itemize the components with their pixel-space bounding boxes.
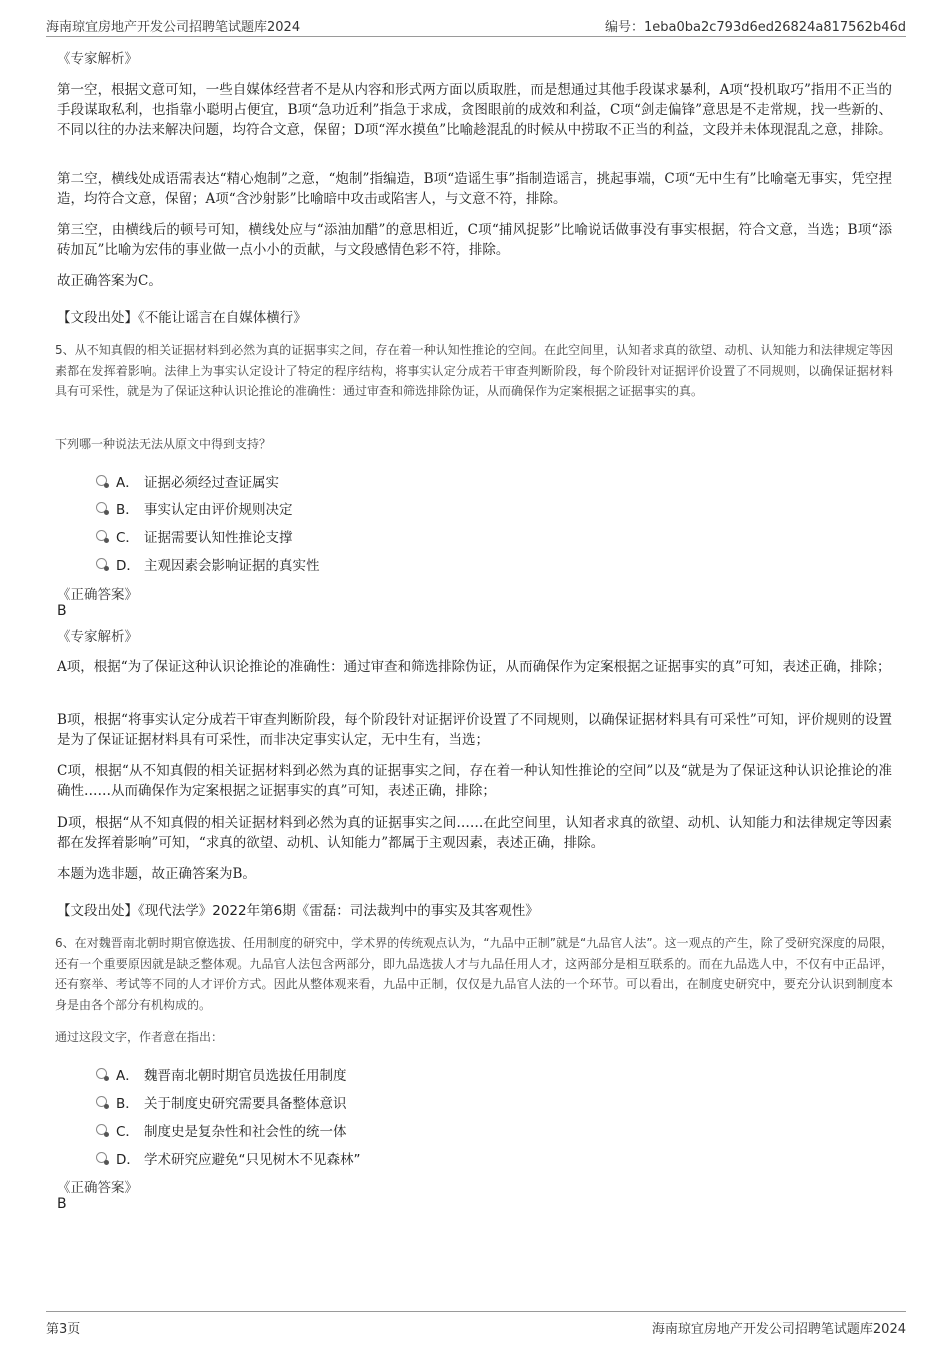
page-header [46,14,906,37]
analysis-option-c: C项，根据“从不知真假的相关证据材料到必然为真的证据事实之间，存在着一种认知性推论的空间”以及“就是为了保证这种认识论推论的准确性……从而确保作为定案根据之证据事实的真”可知，表述正确，排除； [57,763,892,799]
question-5-stem: 5、从不知真假的相关证据材料到必然为真的证据事实之间，存在着一种认知性推论的空间。在此空间里，认知者求真的欲望、动机、认知能力和法律规定等因素都在发挥着影响。法律上为事实认定设计了特定的程序结构，将事实认定分成若干审查判断阶段，每个阶段针对证据评价设置了不同规则，以确保证据材料具有可采性，就是为了保证这种认识论推论的准确性：通过审查和筛选排除伪证，从而确保作为定案根据之证据事实的真。 [55,343,893,398]
page-footer [46,1311,906,1338]
radio-icon[interactable] [96,1124,107,1135]
question-6-stem: 6、在对魏晋南北朝时期官僚选拔、任用制度的研究中，学术界的传统观点认为，“九品中正制”就是“九品官人法”。这一观点的产生，除了受研究深度的局限，还有一个重要原因就是缺乏整体观。九品官人法包含两部分，即九品选拔人才与九品任用人才，这两部分是相互联系的。而在九品选人中，不仅有中正品评，还有察举、考试等不同的人才评价方式。因此从整体观来看，九品中正制，仅仅是九品官人法的一个环节。可以看出，在制度史研究中，要充分认识到制度本身是由各个部分有机构成的。 [55,936,893,1012]
radio-icon[interactable] [96,502,107,513]
question-6-prompt: 通过这段文字，作者意在指出： [55,1030,224,1044]
correct-answer: B [57,1196,67,1212]
expert-analysis-heading: 《专家解析》 [57,51,138,67]
expert-analysis-heading: 《专家解析》 [57,629,138,645]
analysis-paragraph-3: 第三空，由横线后的顿号可知，横线处应与“添油加醋”的意思相近，C项“捕风捉影”比喻说话做事没有事实根据，符合文意，当选；B项“添砖加瓦”比喻为宏伟的事业做一点小小的贡献，与文段感情色彩不符，排除。 [57,222,892,258]
conclusion: 故正确答案为C。 [57,273,162,289]
radio-icon[interactable] [96,1068,107,1079]
conclusion: 本题为选非题，故正确答案为B。 [57,866,256,882]
radio-icon[interactable] [96,1096,107,1107]
analysis-option-a: A项，根据“为了保证这种认识论推论的准确性：通过审查和筛选排除伪证，从而确保作为定案根据之证据事实的真”可知，表述正确，排除； [57,659,891,675]
header-title: 海南琼宜房地产开发公司招聘笔试题库2024 [46,20,301,35]
correct-answer: B [57,603,67,619]
question-5-prompt: 下列哪一种说法无法从原文中得到支持？ [55,437,272,451]
analysis-paragraph-2: 第二空，横线处成语需表达“精心炮制”之意，“炮制”指编造，B项“造谣生事”指制造谣言，挑起事端，C项“无中生有”比喻毫无事实，凭空捏造，均符合文意，保留；A项“含沙射影”比喻暗中攻击或陷害人，与文意不符，排除。 [57,171,892,207]
source-citation: 【文段出处】《不能让谣言在自媒体横行》 [57,310,307,326]
radio-icon[interactable] [96,530,107,541]
correct-answer-heading: 《正确答案》 [57,1180,138,1196]
radio-icon[interactable] [96,1152,107,1163]
analysis-paragraph-1: 第一空，根据文意可知，一些自媒体经营者不是从内容和形式两方面以质取胜，而是想通过其他手段谋求暴利，A项“投机取巧”指用不正当的手段谋取私利，也指靠小聪明占便宜，B项“急功近利”指急于求成，贪图眼前的成效和利益，C项“剑走偏锋”意思是不走常规，找一些新的、不同以往的办法来解决问题，均符合文意，保留；D项“浑水摸鱼”比喻趁混乱的时候从中捞取不正当的利益，文段并未体现混乱之意，排除。 [57,82,892,138]
correct-answer-heading: 《正确答案》 [57,587,138,603]
radio-icon[interactable] [96,558,107,569]
analysis-option-b: B项，根据“将事实认定分成若干审查判断阶段，每个阶段针对证据评价设置了不同规则，以确保证据材料具有可采性”可知，评价规则的设置是为了保证证据材料具有可采性，而非决定事实认定，无中生有，当选； [57,712,892,748]
source-citation: 【文段出处】《现代法学》2022年第6期《雷磊：司法裁判中的事实及其客观性》 [57,903,539,919]
header-doc-id: 编号：1eba0ba2c793d6ed26824a817562b46d [605,20,906,35]
radio-icon[interactable] [96,475,107,486]
page-number: 第3页 [46,1322,81,1337]
analysis-option-d: D项，根据“从不知真假的相关证据材料到必然为真的证据事实之间……在此空间里，认知者求真的欲望、动机、认知能力和法律规定等因素都在发挥着影响”可知，“求真的欲望、动机、认知能力”都属于主观因素，表述正确，排除。 [57,815,892,851]
footer-title: 海南琼宜房地产开发公司招聘笔试题库2024 [651,1322,906,1337]
